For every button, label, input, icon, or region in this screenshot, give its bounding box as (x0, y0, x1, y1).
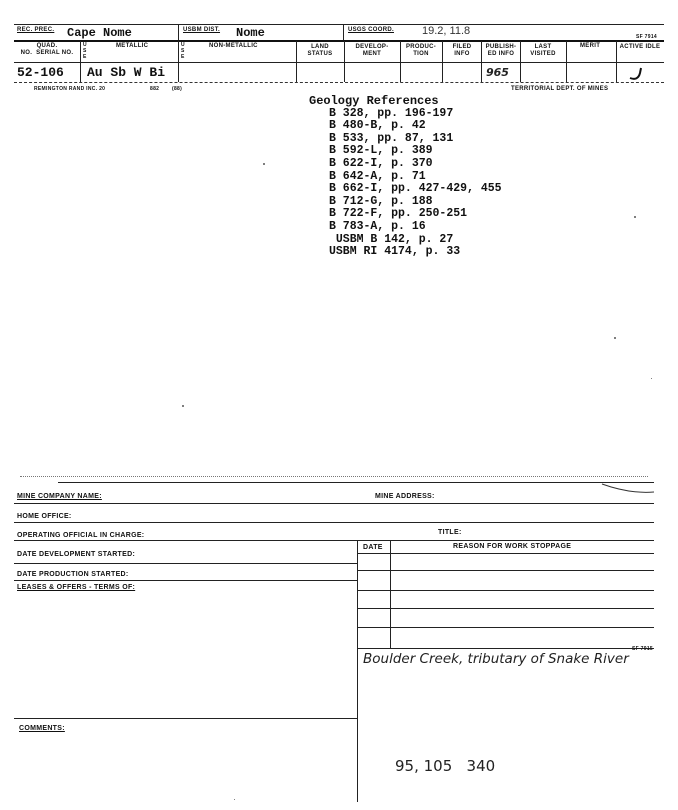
reference-item: B 722-F, pp. 250-251 (329, 207, 468, 221)
divider (178, 24, 179, 40)
reference-item: B 642-A, p. 71 (329, 169, 426, 183)
metallic-value: Au Sb W Bi (87, 65, 166, 80)
metallic-label: METALLIC (116, 43, 149, 49)
geology-references (309, 95, 502, 259)
published-info-value: 965 (486, 66, 509, 79)
title-label: TITLE: (438, 529, 462, 536)
rec-prec-label: REC. PREC. (17, 27, 55, 33)
usbm-dist-value: Nome (236, 26, 265, 40)
reference-item: B 783-A, p. 16 (329, 219, 426, 233)
development-label: DEVELOP- MENT (355, 44, 389, 57)
reference-item: B 712-G, p. 188 (329, 194, 433, 208)
usgs-coord-value: 19.2, 11.8 (422, 25, 471, 37)
scan-speck (263, 163, 265, 165)
reason-label: REASON FOR WORK STOPPAGE (453, 543, 572, 550)
row-rule (357, 648, 654, 649)
reference-item: B 592-L, p. 389 (329, 144, 433, 158)
merit-label: MERIT (580, 43, 601, 49)
date-column-divider (390, 540, 391, 648)
row-rule (14, 503, 654, 504)
printer-number: (88) (172, 86, 183, 92)
row-rule (14, 563, 357, 564)
row-rule (14, 540, 654, 541)
row-rule (14, 522, 654, 523)
scan-speck (182, 405, 184, 407)
reference-item: B 480-B, p. 42 (329, 119, 426, 133)
reference-item: B 328, pp. 196-197 (329, 106, 454, 120)
active-idle-label: ACTIVE IDLE (619, 44, 661, 50)
reference-item: USBM RI 4174, p. 33 (329, 245, 461, 259)
date-label: DATE (363, 544, 383, 551)
territorial-dept: TERRITORIAL DEPT. OF MINES (511, 86, 609, 92)
reference-item: USBM B 142, p. 27 (329, 232, 454, 246)
row-rule (14, 82, 664, 83)
printer-number: 882 (150, 86, 160, 92)
center-divider (357, 540, 358, 802)
land-status-label: LAND STATUS (307, 44, 333, 57)
row-rule (14, 580, 357, 581)
row-rule (14, 62, 664, 63)
quad-serial-value: 52-106 (17, 65, 64, 80)
last-visited-label: LAST VISITED (530, 44, 556, 57)
printer-mark: REMINGTON RAND INC. 20 (34, 86, 106, 92)
row-rule (14, 718, 357, 719)
header-top-rule (14, 24, 664, 25)
leases-label: LEASES & OFFERS - TERMS OF: (17, 584, 136, 591)
checkmark-icon (618, 64, 648, 84)
row-rule (357, 553, 654, 554)
operating-official-label: OPERATING OFFICIAL IN CHARGE: (17, 532, 145, 539)
reference-item: B 533, pp. 87, 131 (329, 131, 454, 145)
use-label: U S E (181, 42, 185, 60)
scan-speck (614, 337, 616, 339)
filed-info-label: FILED INFO (452, 44, 472, 57)
handwritten-numbers: 95, 105 340 (395, 757, 496, 775)
usgs-coord-label: USGS COORD. (348, 27, 394, 33)
rec-prec-value: Cape Nome (67, 26, 132, 40)
references-title: Geology References (309, 94, 439, 108)
divider (343, 24, 344, 40)
form-number: SF 7914 (636, 34, 658, 40)
back-form-number: SF 7915 (632, 646, 654, 652)
use-label: U S E (83, 42, 87, 60)
form-top-rule (58, 482, 654, 483)
card-edge (20, 476, 648, 477)
reference-item: B 662-I, pp. 427-429, 455 (329, 182, 502, 196)
production-label: PRODUC- TION (405, 44, 437, 57)
scan-speck (651, 378, 652, 379)
mine-address-label: MINE ADDRESS: (375, 493, 435, 500)
dev-started-label: DATE DEVELOPMENT STARTED: (17, 551, 136, 558)
prod-started-label: DATE PRODUCTION STARTED: (17, 571, 129, 578)
non-metallic-label: NON-METALLIC (209, 43, 258, 49)
row-rule (357, 590, 654, 591)
reference-item: B 622-I, p. 370 (329, 156, 433, 170)
row-rule (357, 608, 654, 609)
row-rule (357, 570, 654, 571)
published-info-label: PUBLISH- ED INFO (485, 44, 517, 57)
comments-label: COMMENTS: (19, 725, 65, 732)
usbm-dist-label: USBM DIST. (183, 27, 221, 33)
references-list (309, 108, 502, 259)
handwritten-location: Boulder Creek, tributary of Snake River (363, 651, 629, 667)
home-office-label: HOME OFFICE: (17, 513, 72, 520)
row-rule (357, 627, 654, 628)
scan-speck (234, 799, 235, 800)
scan-speck (634, 216, 636, 218)
mine-company-label: MINE COMPANY NAME: (17, 493, 102, 500)
quad-serial-label: QUAD. NO. SERIAL NO. (20, 43, 74, 56)
